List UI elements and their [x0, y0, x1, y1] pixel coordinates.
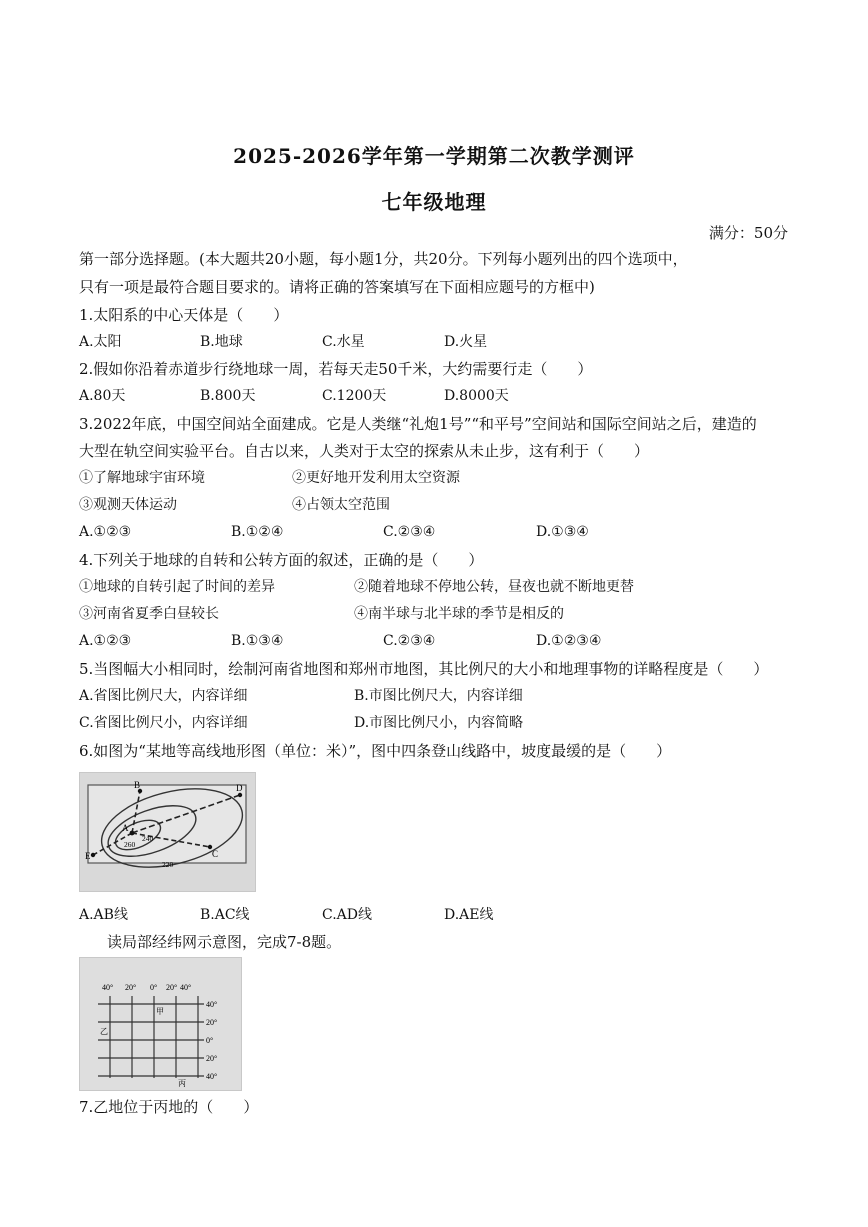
q1-option-c: C.水星 — [322, 334, 365, 350]
q5-stem: 5.当图幅大小相同时，绘制河南省地图和郑州市地图，其比例尺的大小和地理事物的详略程度是（ ） — [79, 660, 769, 678]
q3-option-b: B.①②④ — [231, 524, 284, 540]
exam-subtitle: 七年级地理 — [381, 190, 487, 214]
q2-option-b: B.800天 — [200, 388, 256, 404]
q2-stem: 2.假如你沿着赤道步行绕地球一周，若每天走50千米，大约需要行走（ ） — [79, 360, 593, 378]
q4-item-1: ①地球的自转引起了时间的差异 — [79, 579, 275, 595]
q4-stem: 4.下列关于地球的自转和公转方面的叙述，正确的是（ ） — [79, 551, 484, 569]
contour-map-figure — [79, 772, 256, 892]
q5-option-c: C.省图比例尺小，内容详细 — [79, 715, 248, 731]
label-d: D — [236, 783, 243, 793]
section-instruction-line2: 只有一项是最符合题目要求的。请将正确的答案填写在下面相应题号的方框中) — [79, 278, 595, 296]
point-a — [130, 831, 135, 836]
q7-stem: 7.乙地位于丙地的（ ） — [79, 1098, 259, 1116]
q3-option-a: A.①②③ — [79, 524, 132, 540]
lon-label-5: 40° — [180, 983, 192, 992]
place-bing: 丙 — [178, 1079, 186, 1088]
label-c: C — [212, 849, 219, 859]
lat-label-5: 40° — [206, 1072, 218, 1081]
q4-item-2: ②随着地球不停地公转，昼夜也就不断地更替 — [354, 579, 634, 595]
q4-item-4: ④南半球与北半球的季节是相反的 — [354, 606, 564, 622]
point-d — [238, 793, 242, 797]
q6-option-c: C.AD线 — [322, 907, 372, 923]
section-instruction-line1: 第一部分选择题。(本大题共20小题，每小题1分，共20分。下列每小题列出的四个选项中， — [79, 250, 688, 268]
exam-title: 2025-2026学年第一学期第二次教学测评 — [233, 144, 635, 168]
lat-lon-grid-svg — [80, 958, 241, 1090]
q6-stem: 6.如图为“某地等高线地形图（单位：米）”，图中四条登山线路中，坡度最缓的是（ ） — [79, 742, 672, 760]
contour-label-260: 260 — [124, 840, 136, 849]
q1-option-d: D.火星 — [444, 334, 488, 350]
lon-label-3: 0° — [150, 983, 158, 992]
label-a: A — [122, 823, 129, 833]
q4-item-3: ③河南省夏季白昼较长 — [79, 606, 219, 622]
lat-label-2: 20° — [206, 1018, 218, 1027]
lat-label-4: 20° — [206, 1054, 218, 1063]
q4-option-a: A.①②③ — [79, 633, 132, 649]
q3-option-d: D.①③④ — [536, 524, 589, 540]
q6-option-b: B.AC线 — [200, 907, 250, 923]
lat-label-3: 0° — [206, 1036, 214, 1045]
q1-option-b: B.地球 — [200, 334, 243, 350]
q3-item-4: ④占领太空范围 — [292, 497, 390, 513]
q6-option-d: D.AE线 — [444, 907, 494, 923]
q4-option-c: C.②③④ — [383, 633, 436, 649]
lon-label-4: 20° — [166, 983, 178, 992]
point-e — [91, 853, 95, 857]
q3-item-2: ②更好地开发利用太空资源 — [292, 470, 460, 486]
q2-option-d: D.8000天 — [444, 388, 509, 404]
lat-lon-grid-figure — [79, 957, 242, 1091]
q1-option-a: A.太阳 — [79, 334, 122, 350]
reading-instruction: 读局部经纬网示意图，完成7-8题。 — [107, 933, 342, 951]
q2-option-a: A.80天 — [79, 388, 126, 404]
q5-option-d: D.市图比例尺小，内容简略 — [354, 715, 524, 731]
lat-label-1: 40° — [206, 1000, 218, 1009]
q3-option-c: C.②③④ — [383, 524, 436, 540]
q4-option-d: D.①②③④ — [536, 633, 602, 649]
label-b: B — [134, 780, 141, 790]
place-yi: 乙 — [100, 1027, 108, 1036]
lon-label-1: 40° — [102, 983, 114, 992]
label-e: E — [85, 851, 91, 861]
contour-map-svg — [80, 773, 255, 891]
q5-option-a: A.省图比例尺大，内容详细 — [79, 688, 248, 704]
full-score: 满分：50分 — [708, 224, 788, 242]
lon-label-2: 20° — [125, 983, 137, 992]
q2-option-c: C.1200天 — [322, 388, 387, 404]
place-jia: 甲 — [156, 1007, 164, 1016]
q4-option-b: B.①③④ — [231, 633, 284, 649]
q5-option-b: B.市图比例尺大，内容详细 — [354, 688, 523, 704]
q1-stem: 1.太阳系的中心天体是（ ） — [79, 306, 289, 324]
q3-item-3: ③观测天体运动 — [79, 497, 177, 513]
contour-label-240: 240 — [142, 834, 154, 843]
q3-stem-line1: 3.2022年底，中国空间站全面建成。它是人类继“礼炮1号”“和平号”空间站和国际空间站之后，建造的 — [79, 415, 757, 433]
q6-option-a: A.AB线 — [79, 907, 128, 923]
q3-item-1: ①了解地球宇宙环境 — [79, 470, 205, 486]
contour-label-220: 220 — [162, 860, 174, 869]
q3-stem-line2: 大型在轨空间实验平台。自古以来，人类对于太空的探索从未止步，这有利于（ ） — [79, 442, 650, 460]
